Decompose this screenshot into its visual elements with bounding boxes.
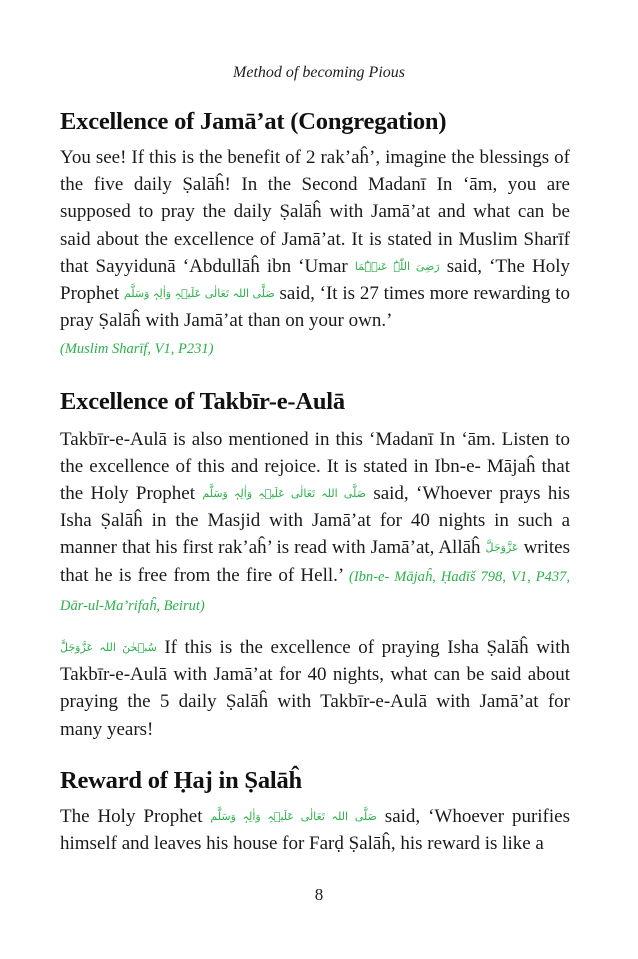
paragraph-takbir-followup [60,634,570,743]
arabic-praise: سُبۡحٰنَ اللہ عَزَّوَجَلَّ [60,641,157,655]
text-run: said, ‘The Holy Prophet [60,255,571,305]
text-run: said, ‘It is 27 times more rewarding to pray Ṣalāĥ with Jamā’at than on your own.’ [60,283,570,332]
text-run: Takbīr-e-Aulā is also mentioned in this ‘Madanī In ‘ām. Listen to the excellence of this and rejoice. It is stated in Ibn-e- Mājaĥ that the Holy Prophet [60,428,570,505]
section-heading-takbir: Excellence of Takbīr-e-Aulā [60,387,345,415]
paragraph-haj [60,803,570,857]
running-header: Method of becoming Pious [233,64,405,81]
section-heading-haj: Reward of Ḥaj in Ṣalāĥ [60,766,302,794]
arabic-salutation: صَلَّی اللہ تَعَالٰی عَلَیۡہِ وَاٰلِہٖ وَسَلَّم [123,287,275,301]
reference-citation: (Muslim Sharīf, V1, P231) [60,341,214,358]
page-content [60,106,570,857]
text-run: You see! If this is the benefit of 2 rak’aĥ’, imagine the blessings of the five daily Ṣalāĥ! In the Second Madanī In ‘ām, you are supposed to pray the daily Ṣalāĥ with Jamā’at and what can be said about the excellence of Jamā’at. It is stated in Muslim Sharīf that Sayyidunā ‘Abdullāĥ ibn ‘Umar [60,147,570,277]
paragraph-jamaat [60,144,570,364]
text-run: The Holy Prophet [60,805,203,827]
text-run: writes that he is free from the fire of Hell.’ [60,537,570,586]
arabic-salutation: صَلَّی اللہ تَعَالٰی عَلَیۡہِ وَاٰلِہٖ وَسَلَّم [202,487,366,501]
arabic-honorific: عَزَّوَجَلَّ [485,541,519,555]
text-run: said, ‘Whoever prays his Isha Ṣalāĥ in the Masjid with Jamā’at for 40 nights in such a manner that his first rak’aĥ’ is read with Jamā’at, Allāĥ [60,483,571,559]
arabic-honorific: رَضِیَ اللّٰہُ عَنۡہُمَا [354,259,440,273]
text-run: said, ‘Whoever purifies himself and leaves his house for Farḍ Ṣalāĥ, his reward is like a [60,805,570,855]
paragraph-takbir [60,426,570,620]
page-number: 8 [314,885,324,904]
reference-citation: (Ibn-e- Mājaĥ, Ḥadīš 798, V1, P437, Dār-ul-Ma’rifaĥ, Beirut) [60,568,571,614]
arabic-salutation: صَلَّی اللہ تَعَالٰی عَلَیۡہِ وَاٰلِہٖ وَسَلَّم [210,809,377,823]
section-heading-jamaat: Excellence of Jamā’at (Congregation) [60,108,447,135]
text-run: If this is the excellence of praying Isha Ṣalāĥ with Takbīr-e-Aulā with Jamā’at for 40 nights, what can be said about praying the 5 daily Ṣalāĥ with Takbīr-e-Aulā with Jamā’at for many years! [60,637,570,740]
